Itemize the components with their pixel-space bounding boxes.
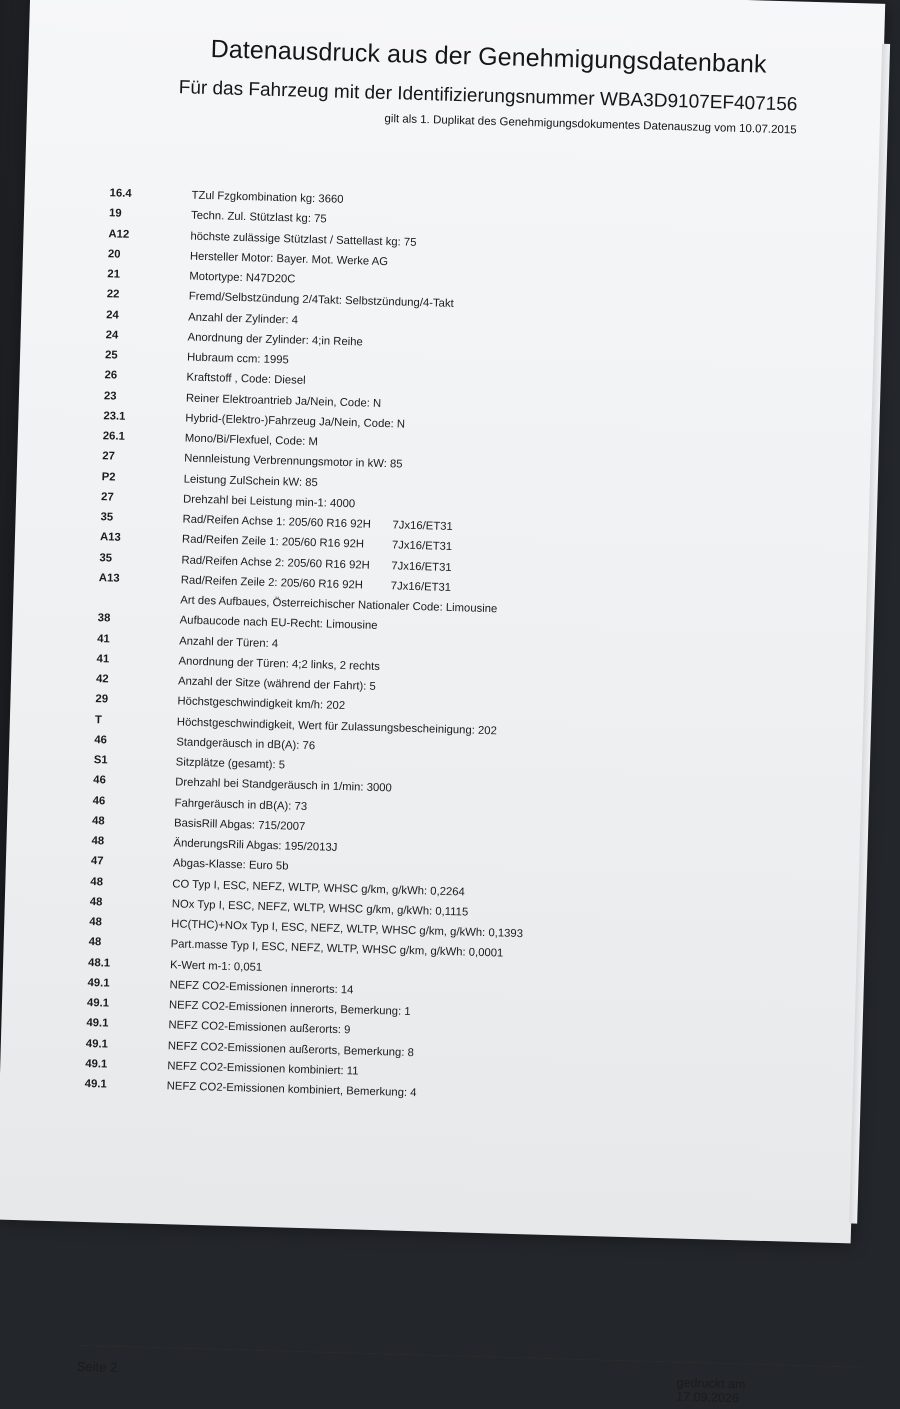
duplicate-note: gilt als 1. Duplikat des Genehmigungsdokumentes Datenauszug vom 10.07.2015 <box>384 112 797 137</box>
field-code: 23 <box>103 389 117 403</box>
footer-divider <box>77 1345 862 1368</box>
rim-size: 7Jx16/ET31 <box>392 519 453 534</box>
field-text: TZul Fzgkombination kg: 3660 <box>191 189 344 206</box>
field-text: Fahrgeräusch in dB(A): 73 <box>174 796 308 813</box>
field-text: NEFZ CO2-Emissionen kombiniert: 11 <box>167 1060 359 1078</box>
field-code: 48 <box>89 895 103 909</box>
field-code: 25 <box>104 349 118 362</box>
field-text: Aufbaucode nach EU-Recht: Limousine <box>179 614 378 633</box>
rim-size: 7Jx16/ET31 <box>391 559 452 574</box>
document-header <box>177 34 799 136</box>
field-text: Rad/Reifen Achse 1: 205/60 R16 92H <box>182 513 372 531</box>
field-code: 46 <box>93 774 106 787</box>
field-text: Drehzahl bei Standgeräusch in 1/min: 3000 <box>175 776 392 795</box>
data-field-list <box>76 187 809 1406</box>
field-text: Hybrid-(Elektro-)Fahrzeug Ja/Nein, Code: N <box>185 412 406 431</box>
field-code: 48 <box>91 814 105 828</box>
print-date: gedruckt am 17.09.2026 <box>676 1375 746 1406</box>
field-code: 49.1 <box>87 976 110 990</box>
field-code: 48 <box>91 835 105 848</box>
document-title: Datenausdruck aus der Genehmigungsdatenbank <box>210 35 767 79</box>
field-text: CO Typ I, ESC, NEFZ, WLTP, WHSC g/km, g/kWh: 0,2264 <box>172 877 465 898</box>
field-code: 24 <box>105 328 119 342</box>
field-code: 26 <box>104 369 118 382</box>
field-text: ÄnderungsRili Abgas: 195/2013J <box>173 837 338 854</box>
field-code: 48 <box>90 875 104 888</box>
field-text: Nennleistung Verbrennungsmotor in kW: 85 <box>184 452 403 471</box>
rim-size: 7Jx16/ET31 <box>391 539 453 554</box>
field-text: NEFZ CO2-Emissionen kombiniert, Bemerkung: 4 <box>166 1080 417 1100</box>
field-code: A13 <box>98 571 120 585</box>
field-text: Höchstgeschwindigkeit, Wert für Zulassungsbescheinigung: 202 <box>176 715 498 737</box>
field-text: Motortype: N47D20C <box>189 270 296 286</box>
field-code: A13 <box>99 531 121 544</box>
field-code: A12 <box>108 227 130 241</box>
field-text: Rad/Reifen Achse 2: 205/60 R16 92H <box>181 553 370 572</box>
field-text: Anzahl der Zylinder: 4 <box>188 311 299 327</box>
field-text: Abgas-Klasse: Euro 5b <box>172 857 289 873</box>
field-text: höchste zulässige Stützlast / Sattellast kg: 75 <box>190 230 417 249</box>
field-code: 41 <box>97 632 110 645</box>
field-code: 49.1 <box>85 1057 108 1071</box>
field-text: NEFZ CO2-Emissionen innerorts, Bemerkung: 1 <box>168 999 411 1019</box>
field-code: 38 <box>97 612 111 625</box>
field-code: 35 <box>100 511 114 524</box>
field-text: Art des Aufbaues, Österreichischer Nationaler Code: Limousine <box>180 594 498 616</box>
field-text: Anzahl der Sitze (während der Fahrt): 5 <box>177 675 376 693</box>
field-code: 47 <box>90 855 104 868</box>
field-text: NEFZ CO2-Emissionen außerorts, Bemerkung: 8 <box>167 1039 415 1059</box>
field-code: T <box>94 713 103 726</box>
field-code: 23.1 <box>103 409 126 423</box>
field-code: 48.1 <box>87 956 111 970</box>
field-text: Drehzahl bei Leistung min-1: 4000 <box>182 493 356 511</box>
field-code: 16.4 <box>109 187 132 200</box>
field-code: S1 <box>93 754 108 767</box>
field-code: 49.1 <box>86 1017 109 1030</box>
field-code: 21 <box>107 268 121 281</box>
field-text: Techn. Zul. Stützlast kg: 75 <box>190 209 327 226</box>
field-code: 41 <box>96 652 110 666</box>
field-text: Höchstgeschwindigkeit km/h: 202 <box>177 695 346 713</box>
field-code: 49.1 <box>85 1037 109 1051</box>
field-text: Rad/Reifen Zeile 2: 205/60 R16 92H <box>180 574 364 592</box>
field-text: Anzahl der Türen: 4 <box>178 634 279 650</box>
field-code: 42 <box>95 673 109 686</box>
field-code: 48 <box>89 916 103 929</box>
field-code: P2 <box>101 470 116 484</box>
field-text: Kraftstoff , Code: Diesel <box>186 371 306 388</box>
field-text: Hersteller Motor: Bayer. Mot. Werke AG <box>189 250 389 268</box>
field-text: Sitzplätze (gesamt): 5 <box>175 756 286 772</box>
field-code: 27 <box>100 490 114 504</box>
field-code: 24 <box>106 308 119 322</box>
field-code: 49.1 <box>84 1077 107 1091</box>
field-text: Anordnung der Zylinder: 4;in Reihe <box>187 331 363 349</box>
field-code: 46 <box>94 733 108 747</box>
field-code: 19 <box>108 207 122 220</box>
field-code: 35 <box>99 551 113 565</box>
field-text: NEFZ CO2-Emissionen außerorts: 9 <box>168 1019 351 1037</box>
paper-stack-edge <box>849 44 890 1224</box>
page-number: Seite 2 <box>76 1358 118 1375</box>
field-text: HC(THC)+NOx Typ I, ESC, NEFZ, WLTP, WHSC g/km, g/kWh: 0,1393 <box>171 918 524 941</box>
field-text: BasisRill Abgas: 715/2007 <box>173 817 306 833</box>
rim-size: 7Jx16/ET31 <box>390 580 452 594</box>
field-code: 48 <box>88 936 102 949</box>
field-text: Mono/Bi/Flexfuel, Code: M <box>184 432 319 449</box>
field-text: Anordnung der Türen: 4;2 links, 2 rechts <box>178 655 381 673</box>
field-text: NOx Typ I, ESC, NEFZ, WLTP, WHSC g/km, g/kWh: 0,1115 <box>171 898 469 919</box>
field-code: 27 <box>102 450 116 463</box>
field-text: K-Wert m-1: 0,051 <box>169 958 263 974</box>
field-text: Rad/Reifen Zeile 1: 205/60 R16 92H <box>181 533 365 551</box>
vehicle-identification-line: Für das Fahrzeug mit der Identifizierungsnummer WBA3D9107EF407156 <box>178 77 798 116</box>
field-text: Standgeräusch in dB(A): 76 <box>176 736 316 752</box>
field-code: 29 <box>95 693 109 706</box>
field-text: Leistung ZulSchein kW: 85 <box>183 472 318 489</box>
field-text: Hubraum ccm: 1995 <box>186 351 289 367</box>
field-text: Part.masse Typ I, ESC, NEFZ, WLTP, WHSC g/km, g/kWh: 0,0001 <box>170 938 504 960</box>
field-code: 49.1 <box>86 996 110 1010</box>
field-text: NEFZ CO2-Emissionen innerorts: 14 <box>169 979 354 997</box>
field-code: 20 <box>107 248 121 261</box>
field-code: 22 <box>106 288 120 301</box>
field-code: 26.1 <box>102 430 126 443</box>
field-text: Fremd/Selbstzündung 2/4Takt: Selbstzündung/4-Takt <box>188 290 454 311</box>
field-text: Reiner Elektroantrieb Ja/Nein, Code: N <box>185 392 382 410</box>
field-code: 46 <box>92 794 106 807</box>
